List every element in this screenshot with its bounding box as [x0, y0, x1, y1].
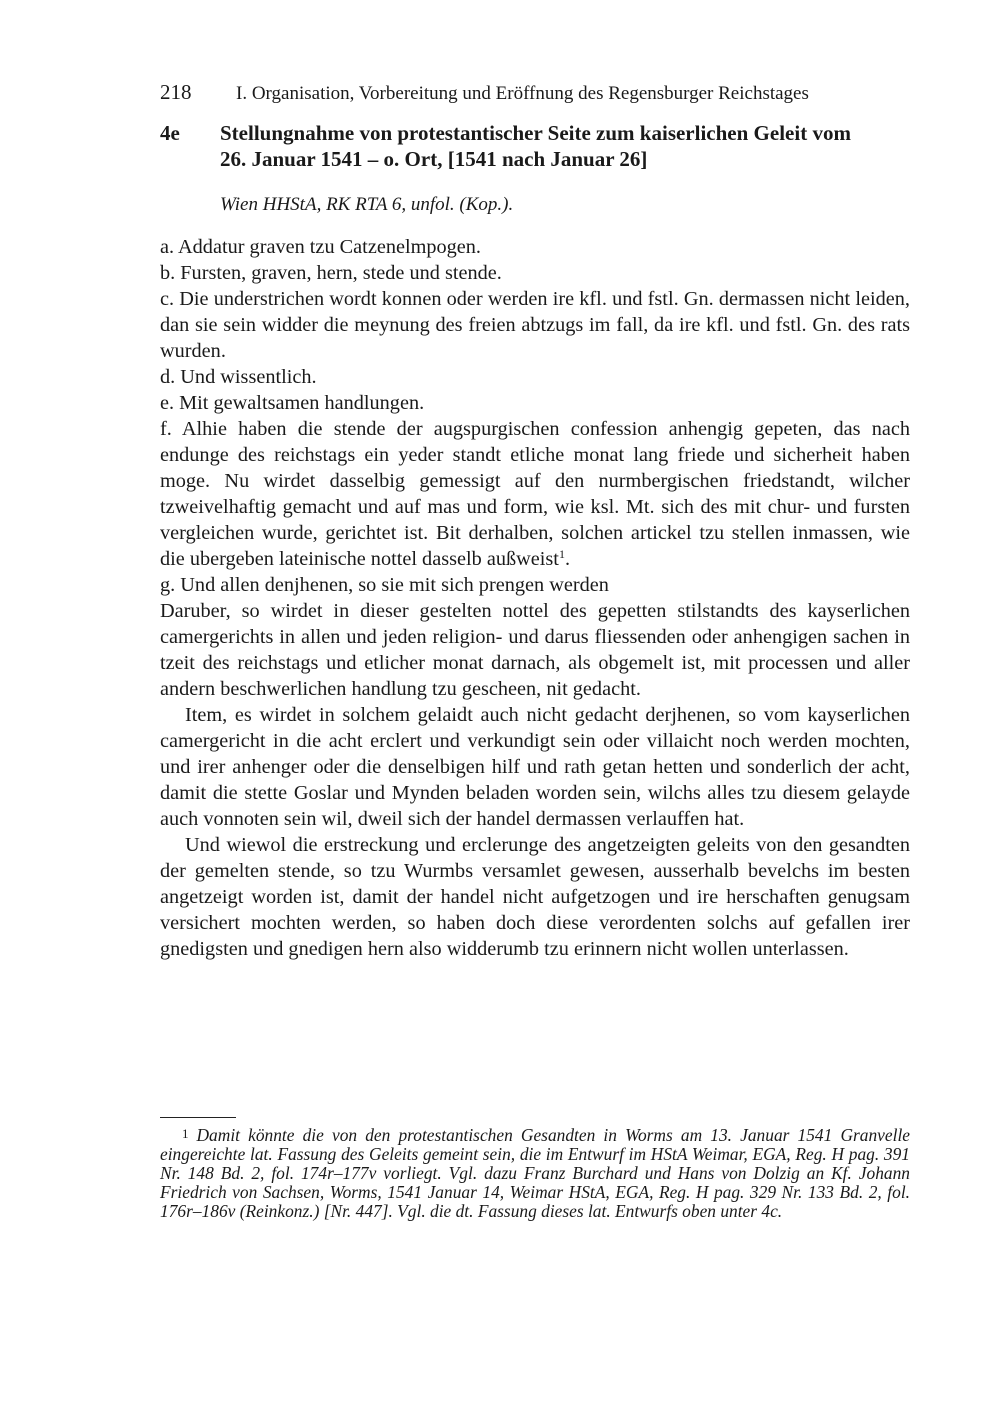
footnote-divider	[160, 1117, 236, 1118]
paragraph: Und wiewol die erstreckung und erclerunge des angetzeigten geleits von den gesandten der gemelten stende, so tzu Wurmbs versamlet gewesen, ausserhalb bevelchs im besten angetzeigt worden ist, damit der handel nicht aufgetzogen und ire herschaften genugsam versichert mochten werden, so haben doch diese verordenten solchs auf gefallen irer gnedigsten und gnedigen hern also widderumb tzu erinnern nicht wollen unterlassen.	[160, 834, 910, 960]
note-a: a. Addatur graven tzu Catzenelmpogen.	[160, 236, 482, 258]
note-c: c. Die understrichen wordt konnen oder werden ire kfl. und fstl. Gn. dermassen nicht leiden, dan sie sein widder die meynung des freien abtzugs im fall, da ire kfl. und fstl. Gn. des rats wurden.	[160, 288, 910, 362]
note-f-text: f. Alhie haben die stende der augspurgischen confession anhengig gepeten, das nach endunge des reichstags ein yeder standt etliche monat lang friede und sicherheit haben moge. Nu wirdet dasselbig gemessigt auf den nurmbergischen friedstandt, wilcher tzweivelhaftig gemacht und auf mas und form, wie ksl. Mt. sich des mit chur- und fursten vergleichen wurde, gerichtet ist. Bit derhalben, solchen artickel tzu stellen inmassen, wie die ubergeben lateinische nottel dasselb außweist	[160, 418, 910, 570]
paragraph: Daruber, so wirdet in dieser gestelten nottel des gepetten stilstandts des kayserlichen camergerichts in allen und jeden religion- und darus fliessenden oder anhengigen sachen in tzeit des reichstags und etlicher monat darnach, als obgemelt ist, mit processen und aller andern beschwerlichen handlung tzu gescheen, nit gedacht.	[160, 600, 910, 700]
running-header	[160, 80, 910, 105]
document-body	[160, 234, 910, 962]
footnote-marker: 1	[182, 1126, 189, 1141]
document-title-line-2: 26. Januar 1541 – o. Ort, [1541 nach Januar 26]	[220, 147, 648, 171]
page-number: 218	[160, 80, 192, 104]
note-d: d. Und wissentlich.	[160, 366, 317, 388]
paragraph: Item, es wirdet in solchem gelaidt auch nicht gedacht derjhenen, so vom kayserlichen camergericht in die acht erclert und verkundigt sein oder villaicht noch werden mochten, und irer anhenger oder die denselbigen hilf und rath getan hetten und sonderlich der acht, damit die stette Goslar und Mynden beladen worden sein, wilchs alles tzu diesem gelayde auch vonnoten sein wil, dweil sich der handel dermassen verlauffen hat.	[160, 704, 910, 830]
footnote-text: Damit könnte die von den protestantischen Gesandten in Worms am 13. Januar 1541 Granvelle eingereichte lat. Fassung des Geleits gemeint sein, die im Entwurf im HStA Weimar, EGA, Reg. H pag. 391 Nr. 148 Bd. 2, fol. 174r–177v vorliegt. Vgl. dazu Franz Burchard und Hans von Dolzig an Kf. Johann Friedrich von Sachsen, Worms, 1541 Januar 14, Weimar HStA, EGA, Reg. H pag. 329 Nr. 133 Bd. 2, fol. 176r–186v (Reinkonz.) [Nr. 447]. Vgl. die dt. Fassung dieses lat. Entwurfs oben unter 4c.	[160, 1125, 910, 1221]
footnote	[160, 1124, 910, 1221]
footnote-reference[interactable]: 1	[558, 547, 565, 561]
note-f	[160, 416, 910, 572]
document-number: 4e	[160, 121, 180, 145]
source-reference: Wien HHStA, RK RTA 6, unfol. (Kop.).	[220, 194, 514, 215]
note-g: g. Und allen denjhenen, so sie mit sich prengen werden	[160, 574, 609, 596]
note-f-period: .	[564, 548, 571, 570]
running-title: I. Organisation, Vorbereitung und Eröffnung des Regensburger Reichstages	[236, 83, 809, 104]
document-heading	[160, 120, 920, 172]
note-b: b. Fursten, graven, hern, stede und stende.	[160, 262, 502, 284]
note-e: e. Mit gewaltsamen handlungen.	[160, 392, 425, 414]
document-title-line-1: Stellungnahme von protestantischer Seite zum kaiserlichen Geleit vom	[220, 121, 851, 145]
